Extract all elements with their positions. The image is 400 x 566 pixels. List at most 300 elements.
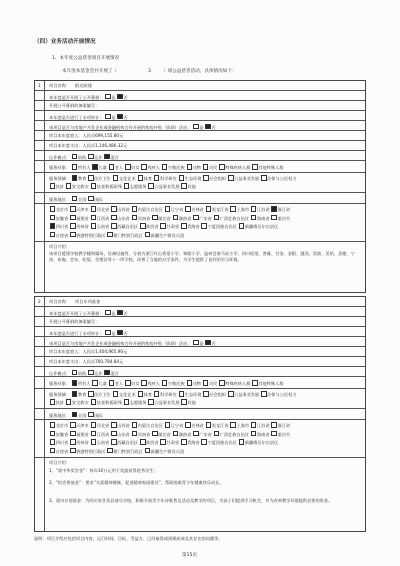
province-option: 吉林省: [191, 423, 204, 428]
field-option: 公益事业发展: [154, 184, 180, 189]
province-option: 河北省: [96, 423, 110, 428]
project1-q3-yes: 是: [111, 114, 116, 120]
province-option: 山东省: [117, 215, 130, 221]
project1-index: 1: [38, 82, 41, 88]
beneficiary-option: 残疾人: [147, 165, 160, 170]
area-option: 全国: [77, 196, 87, 202]
page-number: 第15页: [182, 553, 198, 558]
project2-income-label: 项目本年度收入：: [49, 348, 83, 354]
project1-q3: 本年度是否进行了专项审计：: [49, 114, 104, 120]
checkbox-icon: [70, 431, 76, 437]
checkbox-icon: [187, 164, 193, 170]
checkbox-icon: [152, 431, 158, 437]
project1-q1-no: 否: [123, 94, 128, 100]
checkbox-icon: [201, 223, 207, 229]
checkbox-icon: [132, 431, 138, 437]
checkbox-icon: [66, 183, 72, 189]
checkbox-icon: [109, 164, 115, 170]
checkbox-icon: [251, 206, 257, 212]
checkbox-icon: [50, 431, 56, 437]
beneficiary-option: 残疾人: [147, 381, 160, 386]
checkbox-icon: [160, 439, 166, 445]
province-option: 贵州省: [76, 440, 89, 445]
beneficiary-option: 所有人: [77, 381, 91, 386]
province-option: 台湾省: [55, 448, 69, 454]
checkbox-icon: [109, 380, 115, 386]
checkbox-icon: [66, 399, 72, 405]
field-option: 生态环境: [184, 392, 202, 397]
beneficiary-option: 妇女: [131, 381, 140, 386]
checkbox-checked-icon: [72, 380, 78, 386]
project1-expense-label: 项目本年度支出：: [49, 142, 83, 148]
project1-expense: 人民币1,146,486.32元: [82, 142, 128, 148]
province-option: 陕西省: [146, 224, 159, 229]
province-option: 香港特别行政区: [76, 232, 106, 238]
beneficiary-option: 动物: [192, 165, 201, 170]
province-option: 山西省: [117, 207, 130, 212]
checkbox-icon: [88, 175, 94, 181]
province-option: 湖南省: [178, 215, 192, 221]
checkbox-icon: [193, 124, 199, 130]
checkbox-icon: [70, 206, 76, 212]
checkbox-icon: [228, 391, 234, 397]
province-option: 宁夏回族自治区: [207, 224, 237, 229]
project2-q3-no: 否: [123, 330, 128, 336]
checkbox-icon: [88, 370, 94, 376]
checkbox-checked-icon: [117, 94, 123, 100]
project-count-sentence-head: 本年度本基金会共开展了（: [62, 69, 118, 74]
field-option: 扶贫: [55, 184, 64, 189]
checkbox-icon: [206, 422, 212, 428]
beneficiary-option: 所有人: [77, 165, 91, 170]
checkbox-icon: [88, 391, 94, 397]
checkbox-icon: [138, 391, 144, 397]
checkbox-icon: [113, 175, 119, 181]
checkbox-icon: [50, 448, 56, 454]
checkbox-checked-icon: [72, 391, 78, 397]
checkbox-icon: [91, 206, 97, 212]
checkbox-checked-icon: [50, 223, 56, 229]
checkbox-icon: [271, 215, 277, 221]
checkbox-icon: [50, 183, 56, 189]
province-option: 天津市: [76, 207, 89, 212]
province-option: 江西省: [96, 431, 110, 437]
beneficiary-option: 儿童: [98, 165, 107, 170]
province-option: 新疆维吾尔自治区: [244, 224, 279, 229]
province-option: 安徽省: [55, 215, 69, 221]
checkbox-checked-icon: [117, 330, 123, 336]
checkbox-icon: [162, 164, 168, 170]
checkbox-icon: [239, 439, 245, 445]
province-option: 云南省: [96, 224, 110, 229]
project2-q4-yes: 是: [199, 340, 204, 346]
checkbox-icon: [140, 223, 146, 229]
province-option: 四川省: [55, 440, 69, 445]
checkbox-icon: [214, 215, 220, 221]
checkbox-icon: [111, 422, 117, 428]
province-option: 新疆维吾尔自治区: [244, 440, 279, 445]
province-option: 贵州省: [76, 224, 89, 229]
checkbox-icon: [173, 215, 179, 221]
project1-q4-no: 否: [211, 124, 216, 130]
checkbox-icon: [173, 431, 179, 437]
province-option: 澳门特别行政区: [113, 448, 143, 454]
province-option: 甘肃省: [166, 440, 180, 445]
checkbox-icon: [179, 175, 185, 181]
project1-beneficiary-label: 服务对象：: [49, 165, 70, 170]
province-option: 重庆市: [277, 431, 291, 437]
project2-income: 人民币1,404,965.90元: [82, 348, 128, 354]
checkbox-icon: [228, 175, 234, 181]
checkbox-icon: [125, 164, 131, 170]
checkbox-icon: [70, 215, 76, 221]
province-option: 吉林省: [191, 207, 204, 212]
project1-desc-label: 项目介绍：: [49, 243, 70, 249]
province-option: 内蒙古自治区: [137, 423, 163, 428]
footnote: 说明：项目介绍应包括项目内容、运行时间、目标、受益方、已经取得或预期成效及其存在的问题等。: [34, 536, 223, 541]
checkbox-icon: [91, 439, 97, 445]
province-option: 海南省: [256, 215, 270, 221]
project2-q4: 该项目是否与房地产开发企业或金融机构合作开展的购房补贴（资助）活动：: [49, 340, 192, 346]
checkbox-icon: [203, 164, 209, 170]
method-option: 资助: [77, 154, 87, 160]
project2-q1-no: 否: [123, 310, 128, 316]
province-option: 辽宁省: [170, 423, 184, 428]
project2-table: [34, 296, 366, 532]
province-option: 福建省: [76, 215, 89, 221]
checkbox-icon: [252, 164, 258, 170]
checkbox-icon: [70, 232, 76, 238]
section-subtitle: 1、本年度公益慈善项目开展情况: [52, 56, 120, 61]
field-option: 社会组织: [209, 392, 227, 397]
project1-q1: 本年度是否开展了公开募捐：: [49, 94, 104, 100]
method-option: 运作: [94, 154, 103, 160]
checkbox-icon: [132, 422, 138, 428]
project1-q4: 该项目是否与房地产开发企业或金融机构合作开展的购房补贴（资助）活动：: [49, 124, 192, 130]
beneficiary-option: 老人: [114, 165, 124, 170]
section-title: （四）业务活动开展情况: [34, 39, 96, 45]
beneficiary-option: 少数民族: [167, 165, 185, 170]
field-option: 公益事业发展: [234, 176, 260, 181]
checkbox-checked-icon: [104, 370, 110, 376]
province-option: 青海省: [187, 440, 200, 445]
checkbox-icon: [72, 164, 78, 170]
checkbox-icon: [162, 380, 168, 386]
checkbox-icon: [140, 439, 146, 445]
field-option: 志愿服务: [129, 400, 147, 405]
project1-method-label: 运作模式：: [49, 154, 70, 160]
checkbox-icon: [179, 391, 185, 397]
project2-q1-yes: 是: [111, 310, 116, 316]
method-option: 混合: [110, 154, 119, 160]
project2-expense: 人民币700,784.84元: [82, 358, 124, 364]
beneficiary-option: 特殊疾病人群: [225, 165, 251, 170]
checkbox-icon: [214, 431, 220, 437]
province-option: 福建省: [76, 431, 89, 437]
province-option: 浙江省: [277, 423, 291, 428]
checkbox-icon: [154, 175, 160, 181]
checkbox-icon: [193, 431, 199, 437]
checkbox-icon: [111, 439, 117, 445]
checkbox-icon: [251, 431, 257, 437]
province-option: 江苏省: [256, 207, 270, 212]
checkbox-icon: [132, 215, 138, 221]
field-option: 生态环境: [184, 176, 202, 181]
beneficiary-option: 特殊疾病人群: [225, 381, 251, 386]
field-option: 扶老救孤助残: [96, 400, 122, 405]
project2-expense-label: 项目本年度支出：: [49, 358, 83, 364]
beneficiary-option: 老人: [114, 381, 124, 386]
province-option: 河南省: [137, 215, 151, 221]
checkbox-icon: [154, 391, 160, 397]
province-option: 安徽省: [55, 431, 69, 437]
field-option: 其他: [187, 400, 196, 405]
project2-desc-line2: 2、“恒会普基金”：要求“关爱精神健康，促进精神家园建设”，帮助困难青少年健康快乐成长。: [49, 480, 224, 485]
project1-income-label: 项目本年度收入：: [49, 132, 83, 138]
checkbox-icon: [138, 175, 144, 181]
province-option: 广东省: [199, 215, 212, 221]
province-option: 山西省: [117, 423, 130, 428]
checkbox-icon: [72, 196, 78, 202]
checkbox-icon: [152, 215, 158, 221]
project2-desc-label: 项目介绍：: [49, 459, 70, 465]
checkbox-icon: [50, 215, 56, 221]
method-option: 运作: [94, 370, 103, 376]
checkbox-icon: [145, 448, 151, 454]
project1-field-label: 服务领域：: [49, 176, 70, 181]
area-option: 全国: [77, 412, 87, 418]
province-option: 黑龙江省: [211, 207, 229, 212]
project2-area-label: 服务地区：: [49, 412, 70, 418]
checkbox-icon: [125, 380, 131, 386]
project2-desc-line3: 3、爱诗计划基金：为四川省甘孜县部分学校，积极开展青少年诗歌普及活动及教学的项目，为孩子们提供学习机会，并为改善教学环境提供必要的资金。: [49, 498, 333, 503]
checkbox-icon: [111, 431, 117, 437]
checkbox-icon: [145, 232, 151, 238]
checkbox-checked-icon: [271, 206, 277, 212]
checkbox-icon: [124, 399, 130, 405]
province-option: 江西省: [96, 215, 110, 221]
checkbox-icon: [50, 439, 56, 445]
field-option: 法律与公民权力: [267, 176, 297, 181]
project1-income: 人民币699,155.80元: [82, 132, 124, 138]
field-option: 扶贫: [55, 400, 64, 405]
project2-index: 2: [38, 298, 41, 304]
beneficiary-option: 儿童: [98, 381, 107, 386]
checkbox-icon: [91, 431, 97, 437]
checkbox-icon: [160, 223, 166, 229]
checkbox-icon: [88, 154, 94, 160]
checkbox-icon: [165, 206, 171, 212]
field-option: 扶老救孤助残: [96, 184, 122, 189]
province-option: 海南省: [256, 431, 270, 437]
field-option: 法律与公民权力: [267, 392, 297, 397]
checkbox-icon: [111, 215, 117, 221]
checkbox-icon: [201, 439, 207, 445]
beneficiary-option: 其他特殊人群: [258, 381, 284, 386]
checkbox-icon: [181, 439, 187, 445]
province-option: 香港特别行政区: [76, 448, 106, 454]
project2-field-label: 服务领域：: [49, 392, 70, 397]
beneficiary-option: 灾民: [208, 165, 218, 170]
checkbox-icon: [70, 422, 76, 428]
checkbox-icon: [203, 380, 209, 386]
checkbox-checked-icon: [104, 154, 110, 160]
field-option: 文化艺术: [118, 176, 136, 181]
field-option: 科学研究: [159, 392, 177, 397]
checkbox-icon: [252, 380, 258, 386]
project1-name-label: 项目名称：: [49, 82, 70, 88]
project2-q1: 本年度是否开展了公开募捐：: [49, 310, 104, 316]
province-option: 西藏自治区: [117, 440, 139, 445]
province-option: 西藏自治区: [117, 224, 139, 229]
checkbox-icon: [206, 206, 212, 212]
province-option: 云南省: [96, 440, 110, 445]
field-option: 文化艺术: [118, 392, 136, 397]
province-option: 青海省: [187, 224, 200, 229]
checkbox-icon: [271, 422, 277, 428]
checkbox-icon: [165, 422, 171, 428]
project2-q2: 开展公开募捐的备案编号：: [49, 318, 100, 324]
checkbox-icon: [219, 164, 225, 170]
project1-q1-yes: 是: [111, 94, 116, 100]
province-option: 辽宁省: [170, 207, 184, 212]
checkbox-icon: [251, 422, 257, 428]
field-option: 社会组织: [209, 176, 227, 181]
checkbox-icon: [111, 223, 117, 229]
checkbox-icon: [50, 232, 56, 238]
checkbox-checked-icon: [117, 310, 123, 316]
checkbox-icon: [239, 223, 245, 229]
province-option: 北京市: [55, 207, 69, 212]
province-option: 宁夏回族自治区: [207, 440, 237, 445]
project2-q4-no: 否: [211, 340, 216, 346]
checkbox-icon: [70, 223, 76, 229]
field-option: 体育: [143, 176, 153, 181]
checkbox-icon: [70, 439, 76, 445]
field-option: 医疗卫生: [94, 392, 111, 397]
province-option: 澳门特别行政区: [113, 232, 143, 238]
checkbox-icon: [185, 422, 191, 428]
province-option: 上海市: [236, 207, 250, 212]
field-option: 其他: [187, 184, 196, 189]
province-option: 湖南省: [178, 431, 192, 437]
province-option: 北京市: [55, 423, 69, 428]
checkbox-icon: [193, 215, 199, 221]
checkbox-icon: [72, 370, 78, 376]
province-option: 湖北省: [158, 215, 171, 221]
checkbox-icon: [88, 412, 94, 418]
checkbox-checked-icon: [72, 412, 78, 418]
project1-q4-yes: 是: [199, 124, 204, 130]
checkbox-icon: [271, 431, 277, 437]
project2-q3: 本年度是否进行了专项审计：: [49, 330, 104, 336]
checkbox-icon: [111, 206, 117, 212]
beneficiary-option: 其他特殊人群: [258, 165, 284, 170]
field-option: 志愿服务: [129, 184, 147, 189]
province-option: 四川省: [55, 224, 69, 229]
checkbox-checked-icon: [72, 175, 78, 181]
checkbox-icon: [193, 340, 199, 346]
beneficiary-option: 动物: [192, 381, 201, 386]
project-count-value: 3: [148, 69, 151, 74]
province-option: 广东省: [199, 431, 212, 437]
method-option: 资助: [77, 370, 87, 376]
province-option: 河南省: [137, 431, 151, 437]
field-option: 公益事业发展: [154, 400, 180, 405]
field-option: 体育: [143, 392, 153, 397]
checkbox-icon: [261, 175, 267, 181]
area-option: 国际: [94, 412, 103, 418]
province-option: 江苏省: [256, 423, 270, 428]
project1-q2: 开展公开募捐的备案编号：: [49, 102, 100, 108]
checkbox-icon: [113, 391, 119, 397]
province-option: 浙江省: [277, 207, 291, 212]
checkbox-checked-icon: [117, 114, 123, 120]
checkbox-icon: [50, 399, 56, 405]
checkbox-icon: [219, 380, 225, 386]
checkbox-icon: [251, 215, 257, 221]
beneficiary-option: 妇女: [131, 165, 140, 170]
checkbox-icon: [261, 391, 267, 397]
field-option: 教育: [77, 176, 87, 181]
province-option: 重庆市: [277, 215, 291, 221]
checkbox-icon: [91, 399, 97, 405]
province-option: 山东省: [117, 431, 130, 437]
checkbox-icon: [70, 448, 76, 454]
checkbox-icon: [187, 380, 193, 386]
province-option: 上海市: [236, 423, 250, 428]
checkbox-icon: [91, 183, 97, 189]
province-option: 广西壮族自治区: [219, 215, 250, 221]
area-option: 国际: [94, 196, 103, 202]
checkbox-icon: [181, 223, 187, 229]
project1-desc: 该项目援建学校教学楼和操场、设备设施等，分别为浙江红山希望小学、和睦小学、温州苍南马站小学、四川昭觉、普雄、甘洛、金阳、越西、雷波、美姑、喜德、宁南、布拖、会东、昭觉、会理县等十一所学校，改善了当地的办学条件，为学生提供了良好的学习环境。: [49, 251, 355, 262]
checkbox-icon: [91, 223, 97, 229]
project1-table: [34, 80, 366, 293]
beneficiary-option: 灾民: [208, 381, 218, 386]
project-count-sentence-tail: ）项公益慈善活动，具体情况如下：: [163, 69, 237, 74]
province-option: 陕西省: [146, 440, 159, 445]
project2-q3-yes: 是: [111, 330, 116, 336]
province-option: 台湾省: [55, 232, 69, 238]
province-option: 广西壮族自治区: [219, 431, 250, 437]
province-option: 黑龙江省: [211, 423, 229, 428]
project1-area-label: 服务地区：: [49, 196, 70, 202]
project2-name-label: 项目名称：: [49, 298, 70, 304]
field-option: 公益事业发展: [234, 392, 260, 397]
checkbox-icon: [88, 196, 94, 202]
project1-q3-no: 否: [123, 114, 128, 120]
field-option: 科学研究: [159, 176, 177, 181]
checkbox-icon: [72, 154, 78, 160]
checkbox-icon: [50, 422, 56, 428]
checkbox-icon: [50, 206, 56, 212]
project2-desc-line1: 1、“爱中华奖学金”：每年10万元用于奖励获得优秀学生；: [49, 468, 158, 473]
province-option: 新疆生产建设兵团: [150, 232, 185, 238]
project1-name: 阳光助建: [75, 82, 92, 88]
checkbox-icon: [91, 215, 97, 221]
checkbox-icon: [185, 206, 191, 212]
province-option: 湖北省: [158, 431, 171, 437]
beneficiary-option: 少数民族: [167, 381, 185, 386]
province-option: 甘肃省: [166, 224, 180, 229]
province-option: 新疆生产建设兵团: [150, 448, 185, 454]
project2-beneficiary-label: 服务对象：: [49, 381, 70, 386]
checkbox-icon: [132, 206, 138, 212]
checkbox-icon: [124, 183, 130, 189]
province-option: 天津市: [76, 423, 89, 428]
province-option: 内蒙古自治区: [137, 207, 163, 212]
